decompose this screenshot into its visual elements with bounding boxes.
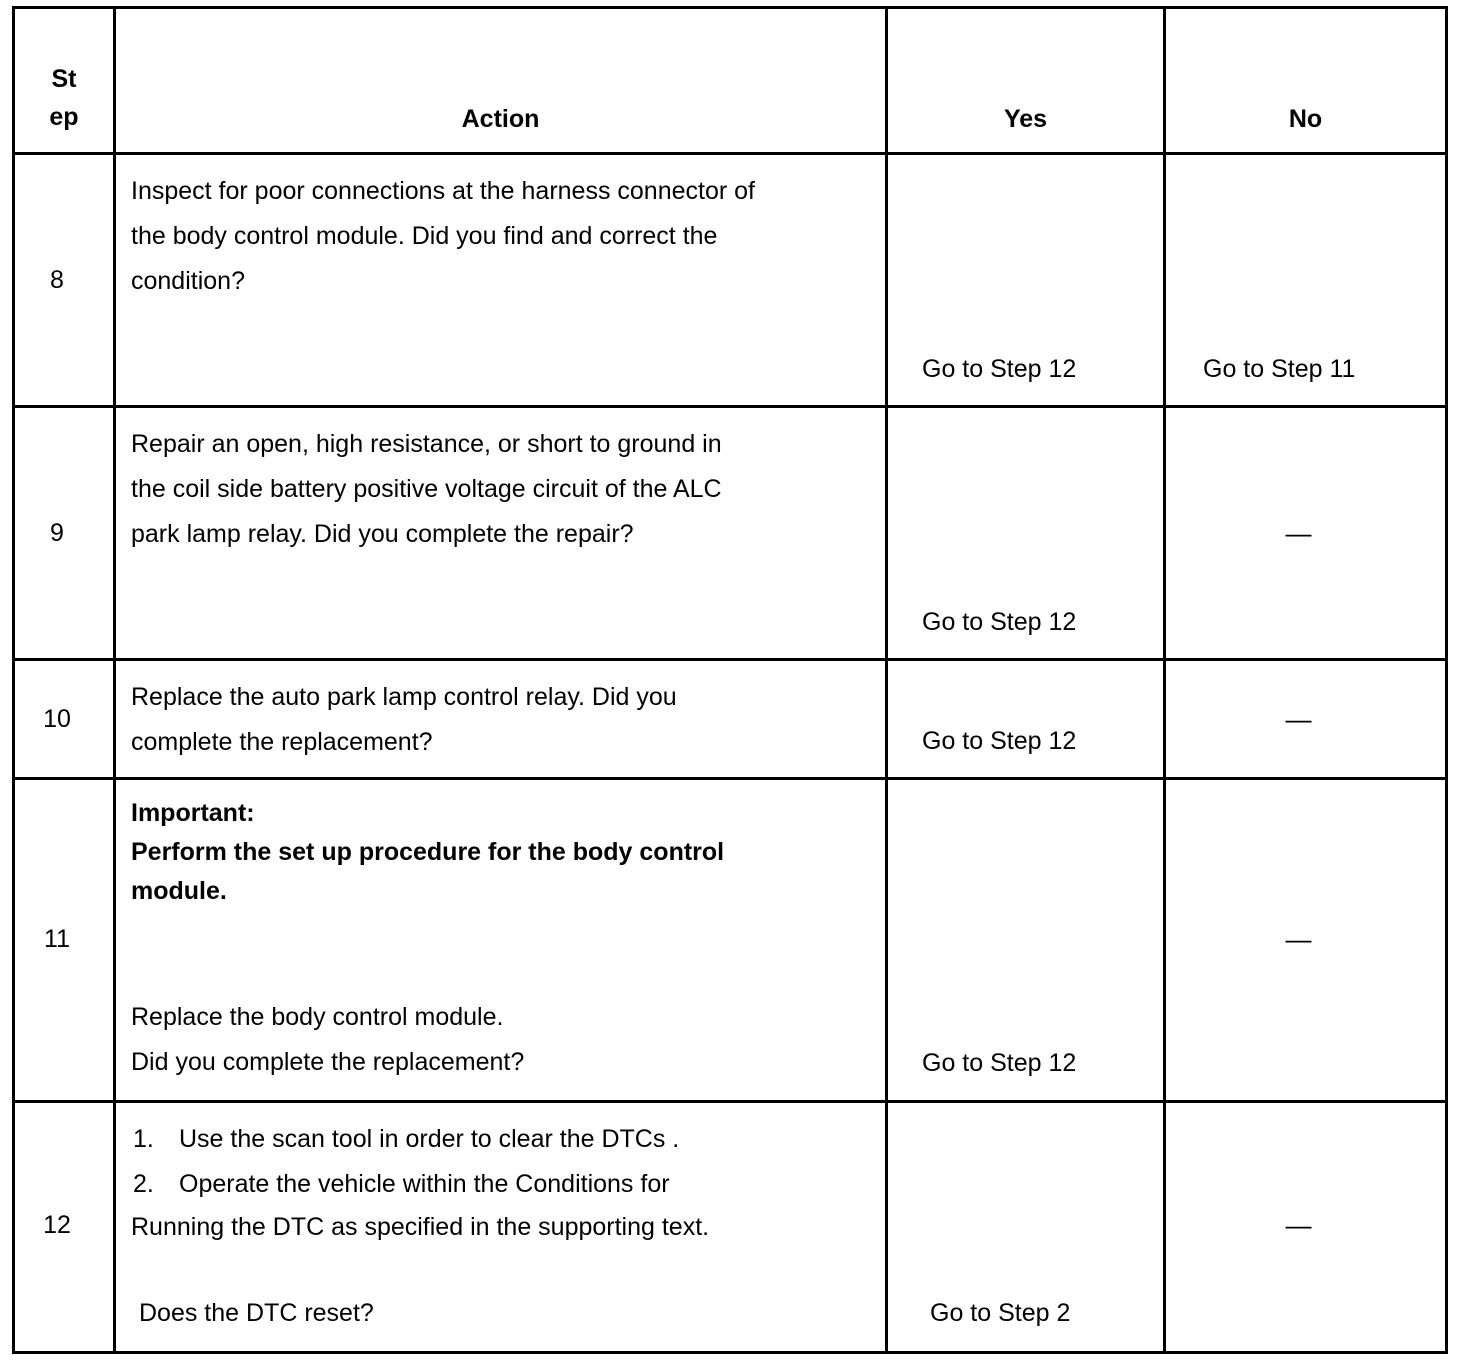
- list-text: Use the scan tool in order to clear the DTCs .: [179, 1125, 680, 1153]
- step-number: 11: [44, 925, 70, 953]
- yes-link[interactable]: Go to Step 12: [922, 1049, 1077, 1077]
- action-text: [131, 995, 524, 1085]
- row-divider: [12, 152, 1448, 155]
- action-text: [131, 422, 722, 557]
- question-text: Does the DTC reset?: [139, 1299, 374, 1327]
- action-line: Replace the body control module.: [131, 1003, 504, 1031]
- step-number: 8: [50, 266, 64, 294]
- yes-link[interactable]: Go to Step 12: [922, 727, 1077, 755]
- action-line: park lamp relay. Did you complete the repair?: [131, 520, 634, 548]
- action-line: complete the replacement?: [131, 728, 433, 756]
- list-item: [133, 1162, 679, 1207]
- important-line: module.: [131, 877, 227, 905]
- row-divider: [12, 1100, 1448, 1103]
- list-number: 2.: [133, 1170, 154, 1198]
- important-label: Important:: [131, 799, 255, 827]
- table-divider-action: [885, 6, 888, 1354]
- yes-link[interactable]: Go to Step 2: [930, 1299, 1071, 1327]
- no-dash: —: [1285, 924, 1312, 954]
- header-step-line1: St: [51, 65, 77, 93]
- step-number: 12: [43, 1211, 71, 1239]
- step-number: 10: [43, 705, 71, 733]
- action-line: condition?: [131, 267, 245, 295]
- header-no: No: [1288, 105, 1323, 133]
- table-divider-step: [113, 6, 116, 1354]
- no-link[interactable]: Go to Step 11: [1203, 355, 1356, 383]
- list-number: 1.: [133, 1125, 154, 1153]
- no-dash: —: [1285, 518, 1312, 548]
- step-number: 9: [50, 519, 64, 547]
- action-line: Inspect for poor connections at the harness connector of: [131, 177, 755, 205]
- table-border-right: [1445, 6, 1448, 1354]
- row-divider: [12, 777, 1448, 780]
- yes-link[interactable]: Go to Step 12: [922, 608, 1077, 636]
- list-continuation: Running the DTC as specified in the supporting text.: [131, 1213, 710, 1241]
- row-divider: [12, 658, 1448, 661]
- list-item: [133, 1117, 679, 1162]
- list-text: Operate the vehicle within the Conditions for: [179, 1170, 670, 1198]
- action-line: Replace the auto park lamp control relay. Did you: [131, 683, 677, 711]
- important-line: Perform the set up procedure for the body control: [131, 838, 725, 866]
- no-dash: —: [1285, 704, 1312, 734]
- header-yes: Yes: [1003, 105, 1048, 133]
- numbered-list: [133, 1117, 679, 1207]
- important-note: [131, 794, 724, 911]
- table-border-left: [12, 6, 15, 1354]
- no-dash: —: [1285, 1210, 1312, 1240]
- header-action: Action: [461, 105, 540, 133]
- table-divider-yes: [1163, 6, 1166, 1354]
- table-border-top: [12, 6, 1448, 9]
- action-line: Repair an open, high resistance, or short to ground in: [131, 430, 722, 458]
- action-line: Did you complete the replacement?: [131, 1048, 525, 1076]
- yes-link[interactable]: Go to Step 12: [922, 355, 1077, 383]
- header-step-line2: ep: [49, 103, 79, 131]
- action-text: [131, 675, 677, 765]
- action-line: the body control module. Did you find and correct the: [131, 222, 718, 250]
- action-text: [131, 169, 755, 304]
- action-line: the coil side battery positive voltage circuit of the ALC: [131, 475, 722, 503]
- table-border-bottom: [12, 1351, 1448, 1354]
- row-divider: [12, 405, 1448, 408]
- header-step: [15, 60, 113, 136]
